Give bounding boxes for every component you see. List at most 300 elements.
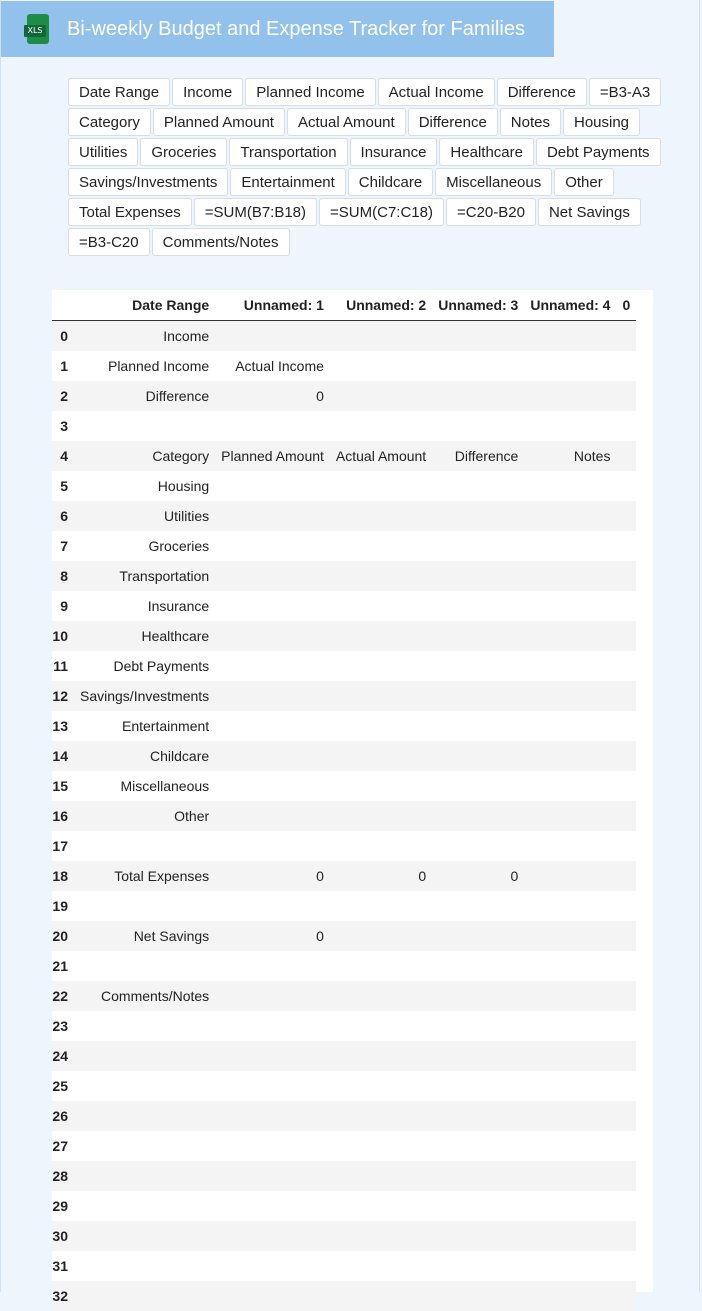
table-cell [616,441,636,471]
row-index: 7 [52,531,74,561]
table-row [52,1281,636,1311]
table-cell [330,1011,432,1041]
row-index: 30 [52,1221,74,1251]
table-cell [616,681,636,711]
table-cell [330,321,432,352]
table-cell [330,411,432,441]
table-row [52,1071,636,1101]
table-cell [74,1161,215,1191]
table-cell [215,951,330,981]
tag-chip[interactable]: Insurance [350,138,438,166]
table-cell [215,321,330,352]
table-cell [74,1131,215,1161]
table-cell: Notes [524,441,616,471]
table-cell [616,951,636,981]
table-cell [74,1191,215,1221]
tag-chip[interactable]: Planned Amount [153,108,285,136]
table-cell [616,1281,636,1311]
table-cell [432,921,524,951]
table-row [52,1131,636,1161]
table-cell [215,1131,330,1161]
row-index: 0 [52,321,74,352]
table-cell [524,1251,616,1281]
tag-chip[interactable]: Category [68,108,151,136]
tag-chip[interactable]: Healthcare [439,138,534,166]
table-cell [74,951,215,981]
row-index: 31 [52,1251,74,1281]
tag-chip[interactable]: Difference [408,108,498,136]
row-index: 32 [52,1281,74,1311]
table-cell [524,471,616,501]
table-cell [215,1281,330,1311]
table-cell [524,711,616,741]
table-cell [616,861,636,891]
table-cell [330,501,432,531]
table-cell [524,831,616,861]
table-cell: Entertainment [74,711,215,741]
table-cell [432,351,524,381]
table-cell [432,1011,524,1041]
column-header: 0 [616,290,636,321]
table-row [52,561,636,591]
row-index: 28 [52,1161,74,1191]
tag-chip[interactable]: Savings/Investments [68,168,228,196]
table-row [52,771,636,801]
table-cell [616,1191,636,1221]
table-cell [330,1101,432,1131]
spreadsheet-view [52,290,653,1304]
table-cell [524,861,616,891]
table-cell: Insurance [74,591,215,621]
table-cell [616,561,636,591]
table-cell [432,1191,524,1221]
table-row [52,921,636,951]
table-cell [215,711,330,741]
table-cell [432,381,524,411]
row-index: 4 [52,441,74,471]
table-cell [432,591,524,621]
table-cell: 0 [215,861,330,891]
table-cell [616,1161,636,1191]
table-cell [616,411,636,441]
table-cell [432,561,524,591]
table-cell [215,891,330,921]
table-cell [616,381,636,411]
table-cell [616,741,636,771]
table-cell: Actual Amount [330,441,432,471]
table-row [52,861,636,891]
table-cell [74,1071,215,1101]
page-title: Bi-weekly Budget and Expense Tracker for Families [67,17,525,40]
table-cell [616,801,636,831]
tag-chip[interactable]: Net Savings [538,198,641,226]
table-cell [330,1131,432,1161]
table-cell [215,1041,330,1071]
table-cell [215,1101,330,1131]
table-cell: Difference [432,441,524,471]
column-header: Date Range [74,290,215,321]
table-cell [432,891,524,921]
table-cell [74,1251,215,1281]
table-cell [215,1251,330,1281]
row-index: 27 [52,1131,74,1161]
table-cell [432,711,524,741]
table-row [52,441,636,471]
table-cell [524,1221,616,1251]
table-row [52,801,636,831]
column-header: Unnamed: 1 [215,290,330,321]
table-cell [432,1131,524,1161]
tag-chip[interactable]: =SUM(B7:B18) [194,198,317,226]
table-cell [215,681,330,711]
table-cell [215,501,330,531]
table-cell [524,351,616,381]
table-cell [330,531,432,561]
row-index: 21 [52,951,74,981]
table-cell [215,1191,330,1221]
table-cell [330,621,432,651]
row-index: 2 [52,381,74,411]
row-index: 1 [52,351,74,381]
table-cell [432,1101,524,1131]
table-cell [524,501,616,531]
table-cell: Planned Income [74,351,215,381]
row-index: 6 [52,501,74,531]
table-cell: Category [74,441,215,471]
table-cell [524,1011,616,1041]
row-index: 16 [52,801,74,831]
table-cell [524,741,616,771]
row-index: 29 [52,1191,74,1221]
table-cell [616,711,636,741]
table-cell [616,531,636,561]
table-cell: Income [74,321,215,352]
table-cell [330,981,432,1011]
tag-chip[interactable]: Comments/Notes [152,228,290,256]
row-index: 8 [52,561,74,591]
table-cell [616,651,636,681]
row-index: 13 [52,711,74,741]
table-row [52,531,636,561]
table-cell [432,1221,524,1251]
table-cell [524,951,616,981]
table-cell: Housing [74,471,215,501]
table-cell [524,1161,616,1191]
row-index: 3 [52,411,74,441]
table-cell [432,1071,524,1101]
table-row [52,981,636,1011]
table-cell [215,771,330,801]
table-cell [432,681,524,711]
table-cell: Utilities [74,501,215,531]
table-cell [330,381,432,411]
table-cell [524,891,616,921]
table-cell [215,1011,330,1041]
tag-chip[interactable]: Actual Income [378,78,495,106]
table-cell: Comments/Notes [74,981,215,1011]
table-cell [432,771,524,801]
table-cell [74,891,215,921]
table-cell: Miscellaneous [74,771,215,801]
tag-chip[interactable]: Entertainment [230,168,345,196]
table-cell [432,1251,524,1281]
table-cell [524,1191,616,1221]
table-cell [330,711,432,741]
table-cell [616,1011,636,1041]
row-index: 19 [52,891,74,921]
table-cell: Savings/Investments [74,681,215,711]
data-table [52,290,636,1311]
table-row [52,681,636,711]
table-cell [616,1221,636,1251]
row-index: 24 [52,1041,74,1071]
table-cell [524,771,616,801]
table-cell: Planned Amount [215,441,330,471]
table-cell [616,771,636,801]
table-row [52,351,636,381]
table-row [52,1011,636,1041]
table-cell [330,891,432,921]
table-cell [432,501,524,531]
table-row [52,1161,636,1191]
tag-chip[interactable]: Actual Amount [287,108,406,136]
tag-chip[interactable]: =B3-A3 [589,78,661,106]
table-cell [432,801,524,831]
table-cell [432,471,524,501]
table-cell [215,831,330,861]
table-cell [616,1131,636,1161]
table-cell [616,1071,636,1101]
table-cell: Debt Payments [74,651,215,681]
table-row [52,411,636,441]
table-cell [524,1281,616,1311]
table-cell [616,831,636,861]
table-row [52,381,636,411]
table-cell [330,1221,432,1251]
table-cell: 0 [215,921,330,951]
row-index: 5 [52,471,74,501]
table-cell [215,741,330,771]
table-row [52,1221,636,1251]
row-index: 11 [52,651,74,681]
table-cell [330,1281,432,1311]
table-cell: 0 [432,861,524,891]
table-cell [215,801,330,831]
table-cell [524,1071,616,1101]
column-header: Unnamed: 2 [330,290,432,321]
table-cell [616,351,636,381]
table-cell [330,1161,432,1191]
xls-file-icon: XLS [24,14,50,44]
table-cell [330,831,432,861]
table-cell [330,1071,432,1101]
table-cell [215,531,330,561]
table-cell [74,1101,215,1131]
table-cell [432,741,524,771]
table-cell [432,531,524,561]
table-cell [616,981,636,1011]
table-cell [616,891,636,921]
table-cell [330,771,432,801]
table-row [52,1041,636,1071]
tag-chip[interactable]: Total Expenses [68,198,192,226]
tag-chip[interactable]: Utilities [68,138,138,166]
table-row [52,501,636,531]
tag-chip[interactable]: Miscellaneous [435,168,552,196]
table-cell [616,321,636,352]
table-cell: Healthcare [74,621,215,651]
table-cell [524,321,616,352]
table-cell [215,1161,330,1191]
table-row [52,621,636,651]
row-index: 9 [52,591,74,621]
table-cell [432,621,524,651]
index-header [52,290,74,321]
tag-chip[interactable]: Childcare [348,168,433,196]
table-cell [74,411,215,441]
table-row [52,651,636,681]
table-cell [616,921,636,951]
table-cell [524,561,616,591]
table-cell [432,1161,524,1191]
tag-chip[interactable]: Other [554,168,614,196]
table-cell: Net Savings [74,921,215,951]
table-cell [215,471,330,501]
tag-chip[interactable]: =B3-C20 [68,228,150,256]
table-cell [330,561,432,591]
table-cell [432,651,524,681]
table-cell [215,651,330,681]
table-cell [524,381,616,411]
table-cell [215,621,330,651]
tag-chip[interactable]: Groceries [140,138,227,166]
table-row [52,741,636,771]
table-cell [74,1041,215,1071]
table-cell [432,1041,524,1071]
table-cell [330,1251,432,1281]
table-cell [616,621,636,651]
table-cell [616,1251,636,1281]
table-row [52,1101,636,1131]
row-index: 22 [52,981,74,1011]
table-cell [330,921,432,951]
table-cell [330,651,432,681]
table-cell [432,1281,524,1311]
table-cell [330,951,432,981]
table-cell [616,591,636,621]
tag-chip[interactable]: Transportation [229,138,347,166]
table-cell: Childcare [74,741,215,771]
table-row [52,1251,636,1281]
table-cell [616,501,636,531]
table-row [52,831,636,861]
table-cell [330,681,432,711]
title-bar [1,1,554,57]
table-cell: Actual Income [215,351,330,381]
table-cell [524,411,616,441]
table-cell [524,1041,616,1071]
row-index: 10 [52,621,74,651]
tag-chip[interactable]: =SUM(C7:C18) [319,198,444,226]
tag-chip[interactable]: Date Range [68,78,170,106]
table-cell [524,981,616,1011]
table-cell [215,981,330,1011]
row-index: 17 [52,831,74,861]
table-cell [330,741,432,771]
row-index: 26 [52,1101,74,1131]
table-cell [524,801,616,831]
tag-chip[interactable]: Debt Payments [536,138,661,166]
table-cell [524,1131,616,1161]
row-index: 14 [52,741,74,771]
row-index: 20 [52,921,74,951]
table-cell [74,1281,215,1311]
table-cell [524,681,616,711]
table-row [52,891,636,921]
table-cell: 0 [330,861,432,891]
table-cell: 0 [215,381,330,411]
table-cell [330,1041,432,1071]
row-index: 25 [52,1071,74,1101]
table-row [52,471,636,501]
table-cell [616,471,636,501]
table-cell [616,1101,636,1131]
table-cell [74,831,215,861]
table-row [52,591,636,621]
table-cell [74,1221,215,1251]
table-cell: Total Expenses [74,861,215,891]
table-cell [432,981,524,1011]
table-cell: Transportation [74,561,215,591]
table-row [52,321,636,352]
table-cell [524,621,616,651]
table-cell [215,591,330,621]
tag-chip[interactable]: Income [172,78,243,106]
tag-chip[interactable]: Planned Income [245,78,375,106]
column-header: Unnamed: 3 [432,290,524,321]
table-row [52,1191,636,1221]
table-cell [432,321,524,352]
tag-list [68,78,668,256]
table-cell [330,591,432,621]
row-index: 18 [52,861,74,891]
table-cell [432,831,524,861]
table-cell [330,351,432,381]
table-cell [215,1071,330,1101]
row-index: 15 [52,771,74,801]
table-cell: Other [74,801,215,831]
table-cell [524,921,616,951]
table-cell [432,951,524,981]
tag-chip[interactable]: =C20-B20 [446,198,536,226]
table-header-row [52,290,636,321]
table-cell [330,471,432,501]
table-cell: Difference [74,381,215,411]
tag-chip[interactable]: Notes [500,108,561,136]
table-cell [524,531,616,561]
table-cell [616,1041,636,1071]
tag-chip[interactable]: Difference [497,78,587,106]
table-cell [330,801,432,831]
table-cell [524,591,616,621]
table-cell: Groceries [74,531,215,561]
table-cell [74,1011,215,1041]
table-cell [524,651,616,681]
column-header: Unnamed: 4 [524,290,616,321]
table-cell [524,1101,616,1131]
table-cell [215,561,330,591]
tag-chip[interactable]: Housing [563,108,640,136]
